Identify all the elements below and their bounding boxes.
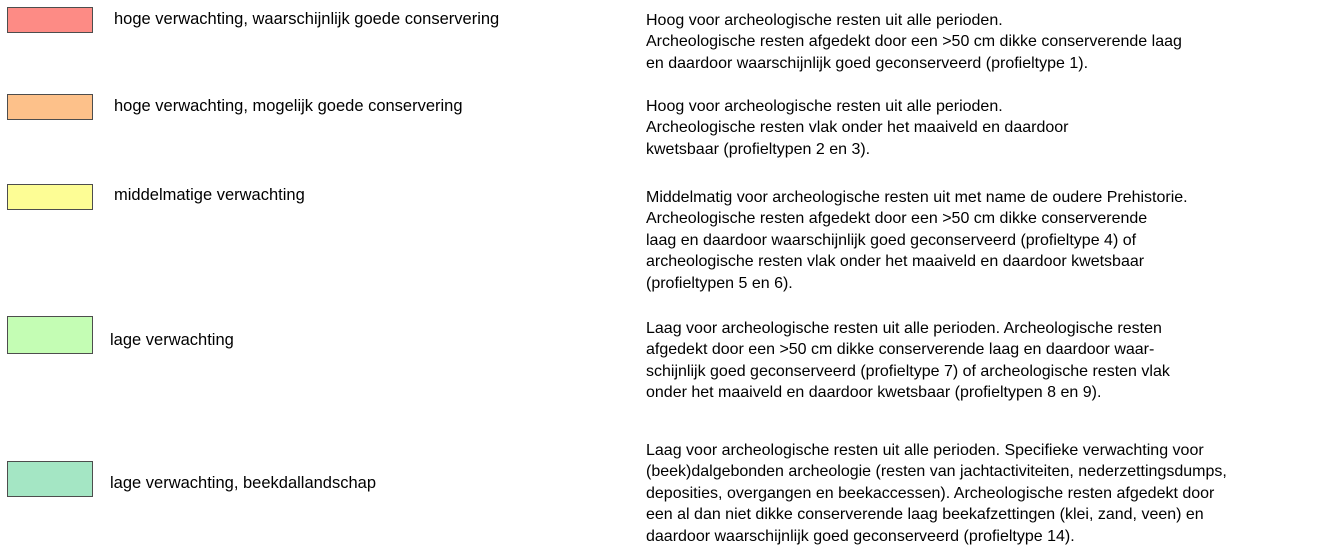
description-line: Hoog voor archeologische resten uit alle perioden. <box>646 12 1003 29</box>
description-line: (profieltypen 5 en 6). <box>646 274 793 292</box>
legend-label: hoge verwachting, mogelijk goede conservering <box>114 97 463 115</box>
legend-label: middelmatige verwachting <box>114 186 305 204</box>
legend-label: lage verwachting <box>110 331 234 349</box>
description-line: Archeologische resten afgedekt door een >50 cm dikke conserverende <box>646 210 1148 228</box>
description-line: onder het maaiveld en daardoor kwetsbaar (profieltypen 8 en 9). <box>646 384 1102 402</box>
description-line: daardoor waarschijnlijk goed geconserveerd (profieltype 14). <box>646 527 1075 545</box>
description-line: Archeologische resten vlak onder het maaiveld en daardoor <box>646 119 1069 137</box>
description-line: Middelmatig voor archeologische resten uit met name de oudere Prehistorie. <box>646 189 1188 206</box>
description-line: een al dan niet dikke conserverende laag beekafzettingen (klei, zand, veen) en <box>646 506 1204 524</box>
legend-description <box>646 96 1068 160</box>
description-line: Laag voor archeologische resten uit alle perioden. Archeologische resten <box>646 320 1162 337</box>
description-line: en daardoor waarschijnlijk goed geconserveerd (profieltype 1). <box>646 54 1089 72</box>
color-swatch <box>7 94 93 120</box>
description-line: Laag voor archeologische resten uit alle perioden. Specifieke verwachting voor <box>646 442 1204 459</box>
description-line: (beek)dalgebonden archeologie (resten van jachtactiviteiten, nederzettingsdumps, <box>646 463 1227 481</box>
description-line: kwetsbaar (profieltypen 2 en 3). <box>646 140 871 158</box>
color-swatch <box>7 316 93 354</box>
description-line: deposities, overgangen en beekaccessen). Archeologische resten afgedekt door <box>646 484 1215 502</box>
description-line: archeologische resten vlak onder het maaiveld en daardoor kwetsbaar <box>646 253 1145 271</box>
color-swatch <box>7 461 93 497</box>
legend-description <box>646 318 1170 404</box>
legend-description <box>646 440 1227 547</box>
legend-label: hoge verwachting, waarschijnlijk goede conservering <box>114 10 500 28</box>
description-line: afgedekt door een >50 cm dikke conserverende laag en daardoor waar- <box>646 341 1155 359</box>
description-line: Hoog voor archeologische resten uit alle perioden. <box>646 98 1003 115</box>
color-swatch <box>7 7 93 33</box>
description-line: schijnlijk goed geconserveerd (profieltype 7) of archeologische resten vlak <box>646 362 1170 380</box>
legend-description <box>646 10 1182 74</box>
description-line: laag en daardoor waarschijnlijk goed geconserveerd (profieltype 4) of <box>646 231 1137 249</box>
description-line: Archeologische resten afgedekt door een >50 cm dikke conserverende laag <box>646 33 1182 51</box>
legend-label: lage verwachting, beekdallandschap <box>110 474 377 492</box>
legend-description <box>646 187 1188 294</box>
color-swatch <box>7 184 93 210</box>
